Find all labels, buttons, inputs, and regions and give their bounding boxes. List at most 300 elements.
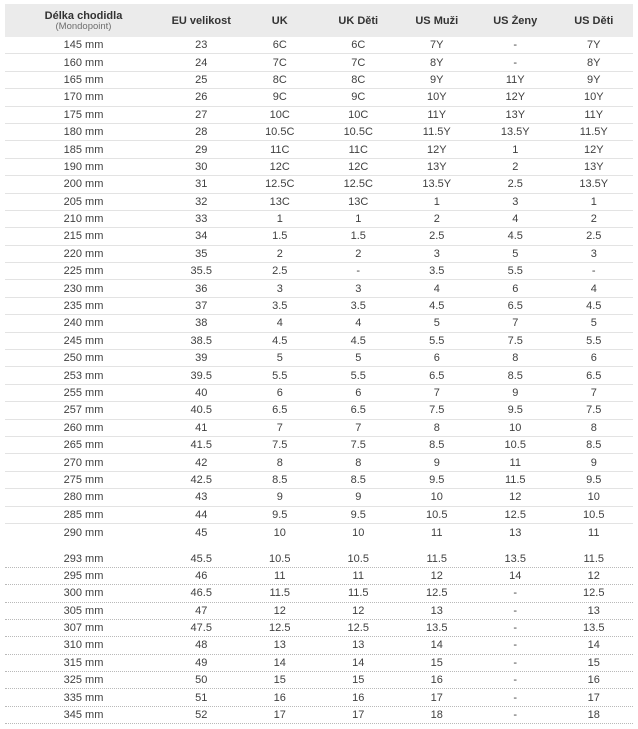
size-value-cell: 5.5: [586, 334, 602, 347]
size-value-cell: 18: [587, 709, 600, 722]
size-value-cell: 38.5: [190, 334, 212, 347]
size-value-cell: 3.5: [350, 300, 366, 313]
foot-length-cell: 285 mm: [63, 508, 104, 521]
foot-length-cell: 235 mm: [63, 300, 104, 313]
size-value-cell: 15: [587, 656, 600, 669]
size-value-cell: -: [513, 587, 518, 600]
foot-length-cell: 270 mm: [63, 456, 104, 469]
foot-length-cell: 260 mm: [63, 421, 104, 434]
size-value-cell: 7: [512, 317, 519, 330]
size-value-cell: 3.5: [272, 300, 288, 313]
size-value-cell: 7.5: [507, 334, 523, 347]
foot-length-cell: 250 mm: [63, 352, 104, 365]
size-value-cell: 32: [195, 195, 208, 208]
size-value-cell: 2.5: [507, 178, 523, 191]
table-body-upper-section: [5, 37, 633, 541]
size-value-cell: 40: [195, 387, 208, 399]
size-value-cell: 13.5: [504, 552, 526, 565]
table-row: [5, 507, 633, 524]
foot-length-cell: 280 mm: [63, 491, 104, 504]
size-value-cell: 8Y: [430, 56, 444, 69]
foot-length-cell: 265 mm: [63, 439, 104, 452]
size-value-cell: 11: [431, 526, 443, 539]
foot-length-cell: 175 mm: [63, 108, 104, 121]
size-value-cell: 18: [430, 709, 443, 722]
table-row: [5, 603, 633, 620]
size-value-cell: 12.5: [347, 622, 369, 635]
size-value-cell: 11: [588, 526, 600, 539]
size-value-cell: 10.5C: [343, 126, 373, 139]
size-value-cell: 9.5: [272, 508, 288, 521]
size-value-cell: 2.5: [429, 230, 445, 243]
size-value-cell: 13: [430, 604, 443, 617]
foot-length-cell: 145 mm: [63, 39, 104, 52]
size-value-cell: 34: [195, 230, 208, 243]
size-value-cell: 11: [509, 456, 521, 469]
size-value-cell: -: [591, 265, 596, 278]
size-value-cell: 13.5Y: [500, 126, 530, 139]
size-value-cell: 1: [590, 195, 597, 208]
size-value-cell: 13.5: [426, 622, 448, 635]
size-value-cell: 9C: [351, 91, 366, 104]
size-value-cell: 11Y: [505, 73, 525, 86]
size-value-cell: 36: [195, 282, 208, 295]
table-row: [5, 194, 633, 211]
size-value-cell: 24: [195, 56, 208, 69]
foot-length-cell: 180 mm: [63, 126, 104, 139]
header-foot-length: [5, 10, 162, 32]
size-value-cell: 7C: [272, 56, 287, 69]
size-value-cell: -: [513, 622, 518, 635]
size-value-cell: 2: [433, 213, 440, 226]
size-value-cell: 10: [587, 491, 600, 504]
size-value-cell: 8Y: [587, 56, 601, 69]
size-value-cell: 6: [590, 352, 597, 365]
size-value-cell: 8: [512, 352, 519, 365]
foot-length-cell: 185 mm: [63, 143, 104, 156]
size-value-cell: 10C: [348, 108, 369, 121]
size-value-cell: 9.5: [507, 404, 523, 417]
table-row: [5, 367, 633, 384]
size-value-cell: 12.5C: [265, 178, 295, 191]
table-row: [5, 489, 633, 506]
size-value-cell: -: [513, 639, 518, 652]
size-value-cell: 12C: [348, 160, 369, 173]
foot-length-cell: 160 mm: [63, 56, 104, 69]
size-value-cell: 12Y: [583, 143, 604, 156]
size-value-cell: 10: [509, 421, 522, 434]
table-row: [5, 263, 633, 280]
table-row: [5, 89, 633, 106]
size-value-cell: 8: [355, 456, 362, 469]
size-value-cell: 15: [352, 674, 365, 687]
foot-length-cell: 200 mm: [63, 178, 104, 191]
size-value-cell: 9: [276, 491, 283, 504]
size-value-cell: 3: [276, 282, 283, 295]
size-value-cell: 7: [433, 387, 440, 399]
table-row: [5, 585, 633, 602]
size-value-cell: 1: [276, 213, 283, 226]
table-row: [5, 637, 633, 654]
size-value-cell: 11.5: [504, 473, 526, 486]
size-value-cell: 40.5: [190, 404, 212, 417]
table-row: [5, 298, 633, 315]
size-value-cell: 41.5: [190, 439, 212, 452]
size-value-cell: 16: [352, 691, 365, 704]
size-value-cell: 26: [195, 91, 208, 104]
size-value-cell: 2.5: [272, 265, 288, 278]
size-value-cell: 10.5C: [265, 126, 295, 139]
size-value-cell: 14: [587, 639, 600, 652]
table-row: [5, 72, 633, 89]
size-value-cell: 7: [276, 421, 283, 434]
size-value-cell: 11C: [270, 143, 290, 156]
foot-length-cell: 165 mm: [63, 73, 104, 86]
table-row: [5, 672, 633, 689]
foot-length-cell: 215 mm: [63, 230, 104, 243]
foot-length-cell: 210 mm: [63, 213, 104, 226]
size-value-cell: 27: [195, 108, 208, 121]
header-uk-kids: UK Děti: [338, 14, 379, 27]
size-value-cell: 13: [273, 639, 286, 652]
table-row: [5, 333, 633, 350]
foot-length-cell: 245 mm: [63, 334, 104, 347]
size-value-cell: 11.5: [426, 552, 448, 565]
foot-length-cell: 275 mm: [63, 473, 104, 486]
size-value-cell: 17: [587, 691, 600, 704]
size-value-cell: 9.5: [586, 473, 602, 486]
size-value-cell: 7Y: [587, 39, 601, 52]
size-value-cell: 8: [590, 421, 597, 434]
size-value-cell: 11: [352, 569, 364, 582]
size-value-cell: 43: [195, 491, 208, 504]
size-value-cell: 44: [195, 508, 208, 521]
size-value-cell: -: [356, 265, 361, 278]
size-value-cell: 2: [355, 247, 362, 260]
size-value-cell: 9C: [272, 91, 287, 104]
size-value-cell: 49: [195, 656, 208, 669]
foot-length-cell: 230 mm: [63, 282, 104, 295]
size-value-cell: 2: [276, 247, 283, 260]
size-value-cell: 12: [587, 569, 600, 582]
size-value-cell: 46.5: [190, 587, 212, 600]
size-value-cell: 28: [195, 126, 208, 139]
table-row: [5, 176, 633, 193]
size-value-cell: 3: [355, 282, 362, 295]
size-value-cell: 4.5: [586, 300, 602, 313]
size-value-cell: 46: [195, 569, 208, 582]
size-value-cell: 12C: [269, 160, 290, 173]
size-value-cell: 13: [587, 604, 600, 617]
size-value-cell: 17: [352, 709, 365, 722]
size-value-cell: 5: [355, 352, 362, 365]
size-value-cell: 33: [195, 213, 208, 226]
size-value-cell: 1.5: [350, 230, 366, 243]
size-value-cell: 8C: [351, 73, 366, 86]
size-value-cell: 14: [352, 656, 365, 669]
size-value-cell: 7Y: [430, 39, 444, 52]
size-value-cell: 11: [274, 569, 286, 582]
foot-length-cell: 290 mm: [63, 526, 104, 539]
header-us-men: US Muži: [415, 14, 459, 27]
size-value-cell: 12Y: [505, 91, 526, 104]
size-value-cell: 30: [195, 160, 208, 173]
size-value-cell: 10Y: [426, 91, 447, 104]
table-header-row: [5, 4, 633, 37]
size-value-cell: -: [513, 691, 518, 704]
size-value-cell: 10C: [269, 108, 290, 121]
size-value-cell: 6: [276, 387, 283, 399]
size-value-cell: 13C: [348, 195, 369, 208]
size-value-cell: 10Y: [583, 91, 604, 104]
table-row: [5, 315, 633, 332]
size-value-cell: 3: [512, 195, 519, 208]
size-value-cell: 12.5C: [343, 178, 373, 191]
size-value-cell: -: [513, 674, 518, 687]
size-value-cell: 15: [273, 674, 286, 687]
foot-length-cell: 170 mm: [63, 91, 104, 104]
size-value-cell: 3.5: [429, 265, 445, 278]
size-value-cell: 13Y: [426, 160, 447, 173]
size-value-cell: 13.5Y: [422, 178, 452, 191]
table-row: [5, 350, 633, 367]
size-value-cell: 13: [352, 639, 365, 652]
size-value-cell: 12.5: [269, 622, 291, 635]
size-value-cell: 42: [195, 456, 208, 469]
size-value-cell: 4.5: [350, 334, 366, 347]
size-value-cell: 3: [433, 247, 440, 260]
table-body-lower-section: [5, 550, 633, 724]
size-value-cell: -: [513, 604, 518, 617]
header-eu-size: EU velikost: [171, 14, 231, 27]
size-value-cell: 2: [590, 213, 597, 226]
table-row: [5, 689, 633, 706]
shoe-size-conversion-table: [5, 4, 633, 724]
size-value-cell: 8.5: [272, 473, 288, 486]
table-row: [5, 420, 633, 437]
size-value-cell: 9.5: [350, 508, 366, 521]
size-value-cell: 52: [195, 709, 208, 722]
table-row: [5, 568, 633, 585]
size-value-cell: 8.5: [586, 439, 602, 452]
size-value-cell: 13Y: [583, 160, 604, 173]
size-value-cell: 16: [587, 674, 600, 687]
size-value-cell: 10: [430, 491, 443, 504]
size-value-cell: 13Y: [505, 108, 526, 121]
size-value-cell: 45: [195, 526, 208, 539]
size-value-cell: 12Y: [426, 143, 447, 156]
size-value-cell: 16: [430, 674, 443, 687]
size-value-cell: 37: [195, 300, 208, 313]
size-value-cell: 1.5: [272, 230, 288, 243]
size-value-cell: 6.5: [429, 369, 445, 382]
size-value-cell: 10.5: [583, 508, 605, 521]
size-value-cell: 11.5: [347, 587, 369, 600]
size-value-cell: 7.5: [350, 439, 366, 452]
size-value-cell: 23: [195, 39, 208, 52]
size-value-cell: 5: [512, 247, 519, 260]
size-value-cell: 12: [430, 569, 443, 582]
table-row: [5, 246, 633, 263]
size-value-cell: 15: [430, 656, 443, 669]
size-value-cell: 13C: [269, 195, 290, 208]
size-value-cell: 8.5: [507, 369, 523, 382]
size-value-cell: 2.5: [586, 230, 602, 243]
size-value-cell: 13.5Y: [579, 178, 609, 191]
foot-length-cell: 293 mm: [63, 552, 104, 565]
size-value-cell: 12.5: [426, 587, 448, 600]
size-value-cell: 5.5: [272, 369, 288, 382]
size-value-cell: 51: [195, 691, 208, 704]
size-value-cell: -: [513, 56, 518, 69]
size-value-cell: 7.5: [429, 404, 445, 417]
size-value-cell: 4: [590, 282, 597, 295]
size-value-cell: 31: [195, 178, 208, 191]
size-value-cell: 10.5: [504, 439, 526, 452]
size-value-cell: 25: [195, 73, 208, 86]
size-value-cell: 9: [355, 491, 362, 504]
size-value-cell: 13.5: [583, 622, 605, 635]
foot-length-cell: 220 mm: [63, 247, 104, 260]
size-value-cell: 5: [590, 317, 597, 330]
size-value-cell: 11.5: [269, 587, 291, 600]
size-value-cell: 35: [195, 247, 208, 260]
size-value-cell: 12: [273, 604, 286, 617]
size-value-cell: 13: [509, 526, 522, 539]
table-row: [5, 524, 633, 541]
size-value-cell: 1: [433, 195, 440, 208]
foot-length-cell: 315 mm: [63, 656, 104, 669]
table-row: [5, 37, 633, 54]
size-value-cell: 11.5Y: [579, 126, 608, 139]
table-row: [5, 707, 633, 724]
size-value-cell: 12: [509, 491, 522, 504]
size-value-cell: -: [513, 39, 518, 52]
size-value-cell: -: [513, 656, 518, 669]
header-us-women: US Ženy: [493, 14, 538, 27]
size-value-cell: 45.5: [190, 552, 212, 565]
size-value-cell: 1: [355, 213, 362, 226]
size-value-cell: 9: [590, 456, 597, 469]
size-value-cell: 6: [355, 387, 362, 399]
size-value-cell: 17: [430, 691, 443, 704]
table-row: [5, 454, 633, 471]
table-row: [5, 228, 633, 245]
size-value-cell: 8: [276, 456, 283, 469]
size-value-cell: 5.5: [350, 369, 366, 382]
foot-length-cell: 295 mm: [63, 569, 104, 582]
size-value-cell: 10.5: [426, 508, 448, 521]
table-row: [5, 124, 633, 141]
size-value-cell: 5: [433, 317, 440, 330]
foot-length-cell: 255 mm: [63, 387, 104, 399]
foot-length-cell: 310 mm: [63, 639, 104, 652]
size-value-cell: 11Y: [584, 108, 604, 121]
size-value-cell: 6.5: [350, 404, 366, 417]
size-value-cell: 8.5: [429, 439, 445, 452]
size-value-cell: 4: [276, 317, 283, 330]
size-value-cell: 48: [195, 639, 208, 652]
size-value-cell: 6.5: [272, 404, 288, 417]
size-value-cell: 39: [195, 352, 208, 365]
size-value-cell: 29: [195, 143, 208, 156]
table-row: [5, 402, 633, 419]
table-row: [5, 211, 633, 228]
size-value-cell: 6: [433, 352, 440, 365]
size-value-cell: 5.5: [507, 265, 523, 278]
size-value-cell: 4.5: [507, 230, 523, 243]
size-value-cell: 9Y: [587, 73, 601, 86]
size-value-cell: 8.5: [350, 473, 366, 486]
size-value-cell: 3: [590, 247, 597, 260]
foot-length-cell: 345 mm: [63, 709, 104, 722]
size-value-cell: 47: [195, 604, 208, 617]
size-value-cell: 4: [355, 317, 362, 330]
size-value-cell: 4.5: [429, 300, 445, 313]
size-value-cell: 10: [273, 526, 286, 539]
size-value-cell: 42.5: [190, 473, 212, 486]
table-row: [5, 280, 633, 297]
size-value-cell: 4: [433, 282, 440, 295]
size-value-cell: 7.5: [272, 439, 288, 452]
size-value-cell: 50: [195, 674, 208, 687]
size-value-cell: 5: [276, 352, 283, 365]
size-value-cell: 12.5: [504, 508, 526, 521]
foot-length-cell: 225 mm: [63, 265, 104, 278]
size-value-cell: 4.5: [272, 334, 288, 347]
table-row: [5, 472, 633, 489]
size-value-cell: 14: [509, 569, 522, 582]
header-uk: UK: [271, 14, 288, 27]
foot-length-cell: 325 mm: [63, 674, 104, 687]
size-value-cell: 9Y: [430, 73, 444, 86]
foot-length-cell: 257 mm: [63, 404, 104, 417]
size-value-cell: 12: [352, 604, 365, 617]
size-value-cell: 35.5: [190, 265, 212, 278]
table-row: [5, 141, 633, 158]
header-foot-length-subtitle: (Mondopoint): [55, 20, 112, 32]
table-row: [5, 54, 633, 71]
size-value-cell: 11Y: [427, 108, 447, 121]
size-value-cell: 8C: [272, 73, 287, 86]
size-value-cell: 38: [195, 317, 208, 330]
header-foot-length-title: Délka chodidla: [44, 9, 123, 22]
size-value-cell: 4: [512, 213, 519, 226]
size-value-cell: 9: [512, 387, 519, 399]
table-row: [5, 107, 633, 124]
table-row: [5, 550, 633, 567]
size-value-cell: 7C: [351, 56, 366, 69]
table-row: [5, 620, 633, 637]
size-value-cell: 6.5: [586, 369, 602, 382]
size-value-cell: 7: [590, 387, 597, 399]
size-value-cell: 7.5: [586, 404, 602, 417]
size-value-cell: 9: [433, 456, 440, 469]
size-value-cell: 1: [512, 143, 519, 156]
table-row: [5, 385, 633, 402]
size-value-cell: 6C: [272, 39, 287, 52]
size-value-cell: 47.5: [190, 622, 212, 635]
size-value-cell: 8: [433, 421, 440, 434]
size-value-cell: 14: [430, 639, 443, 652]
header-us-kids: US Děti: [574, 14, 614, 27]
size-value-cell: 6: [512, 282, 519, 295]
foot-length-cell: 335 mm: [63, 691, 104, 704]
foot-length-cell: 190 mm: [63, 160, 104, 173]
foot-length-cell: 240 mm: [63, 317, 104, 330]
table-row: [5, 159, 633, 176]
size-value-cell: 10: [352, 526, 365, 539]
